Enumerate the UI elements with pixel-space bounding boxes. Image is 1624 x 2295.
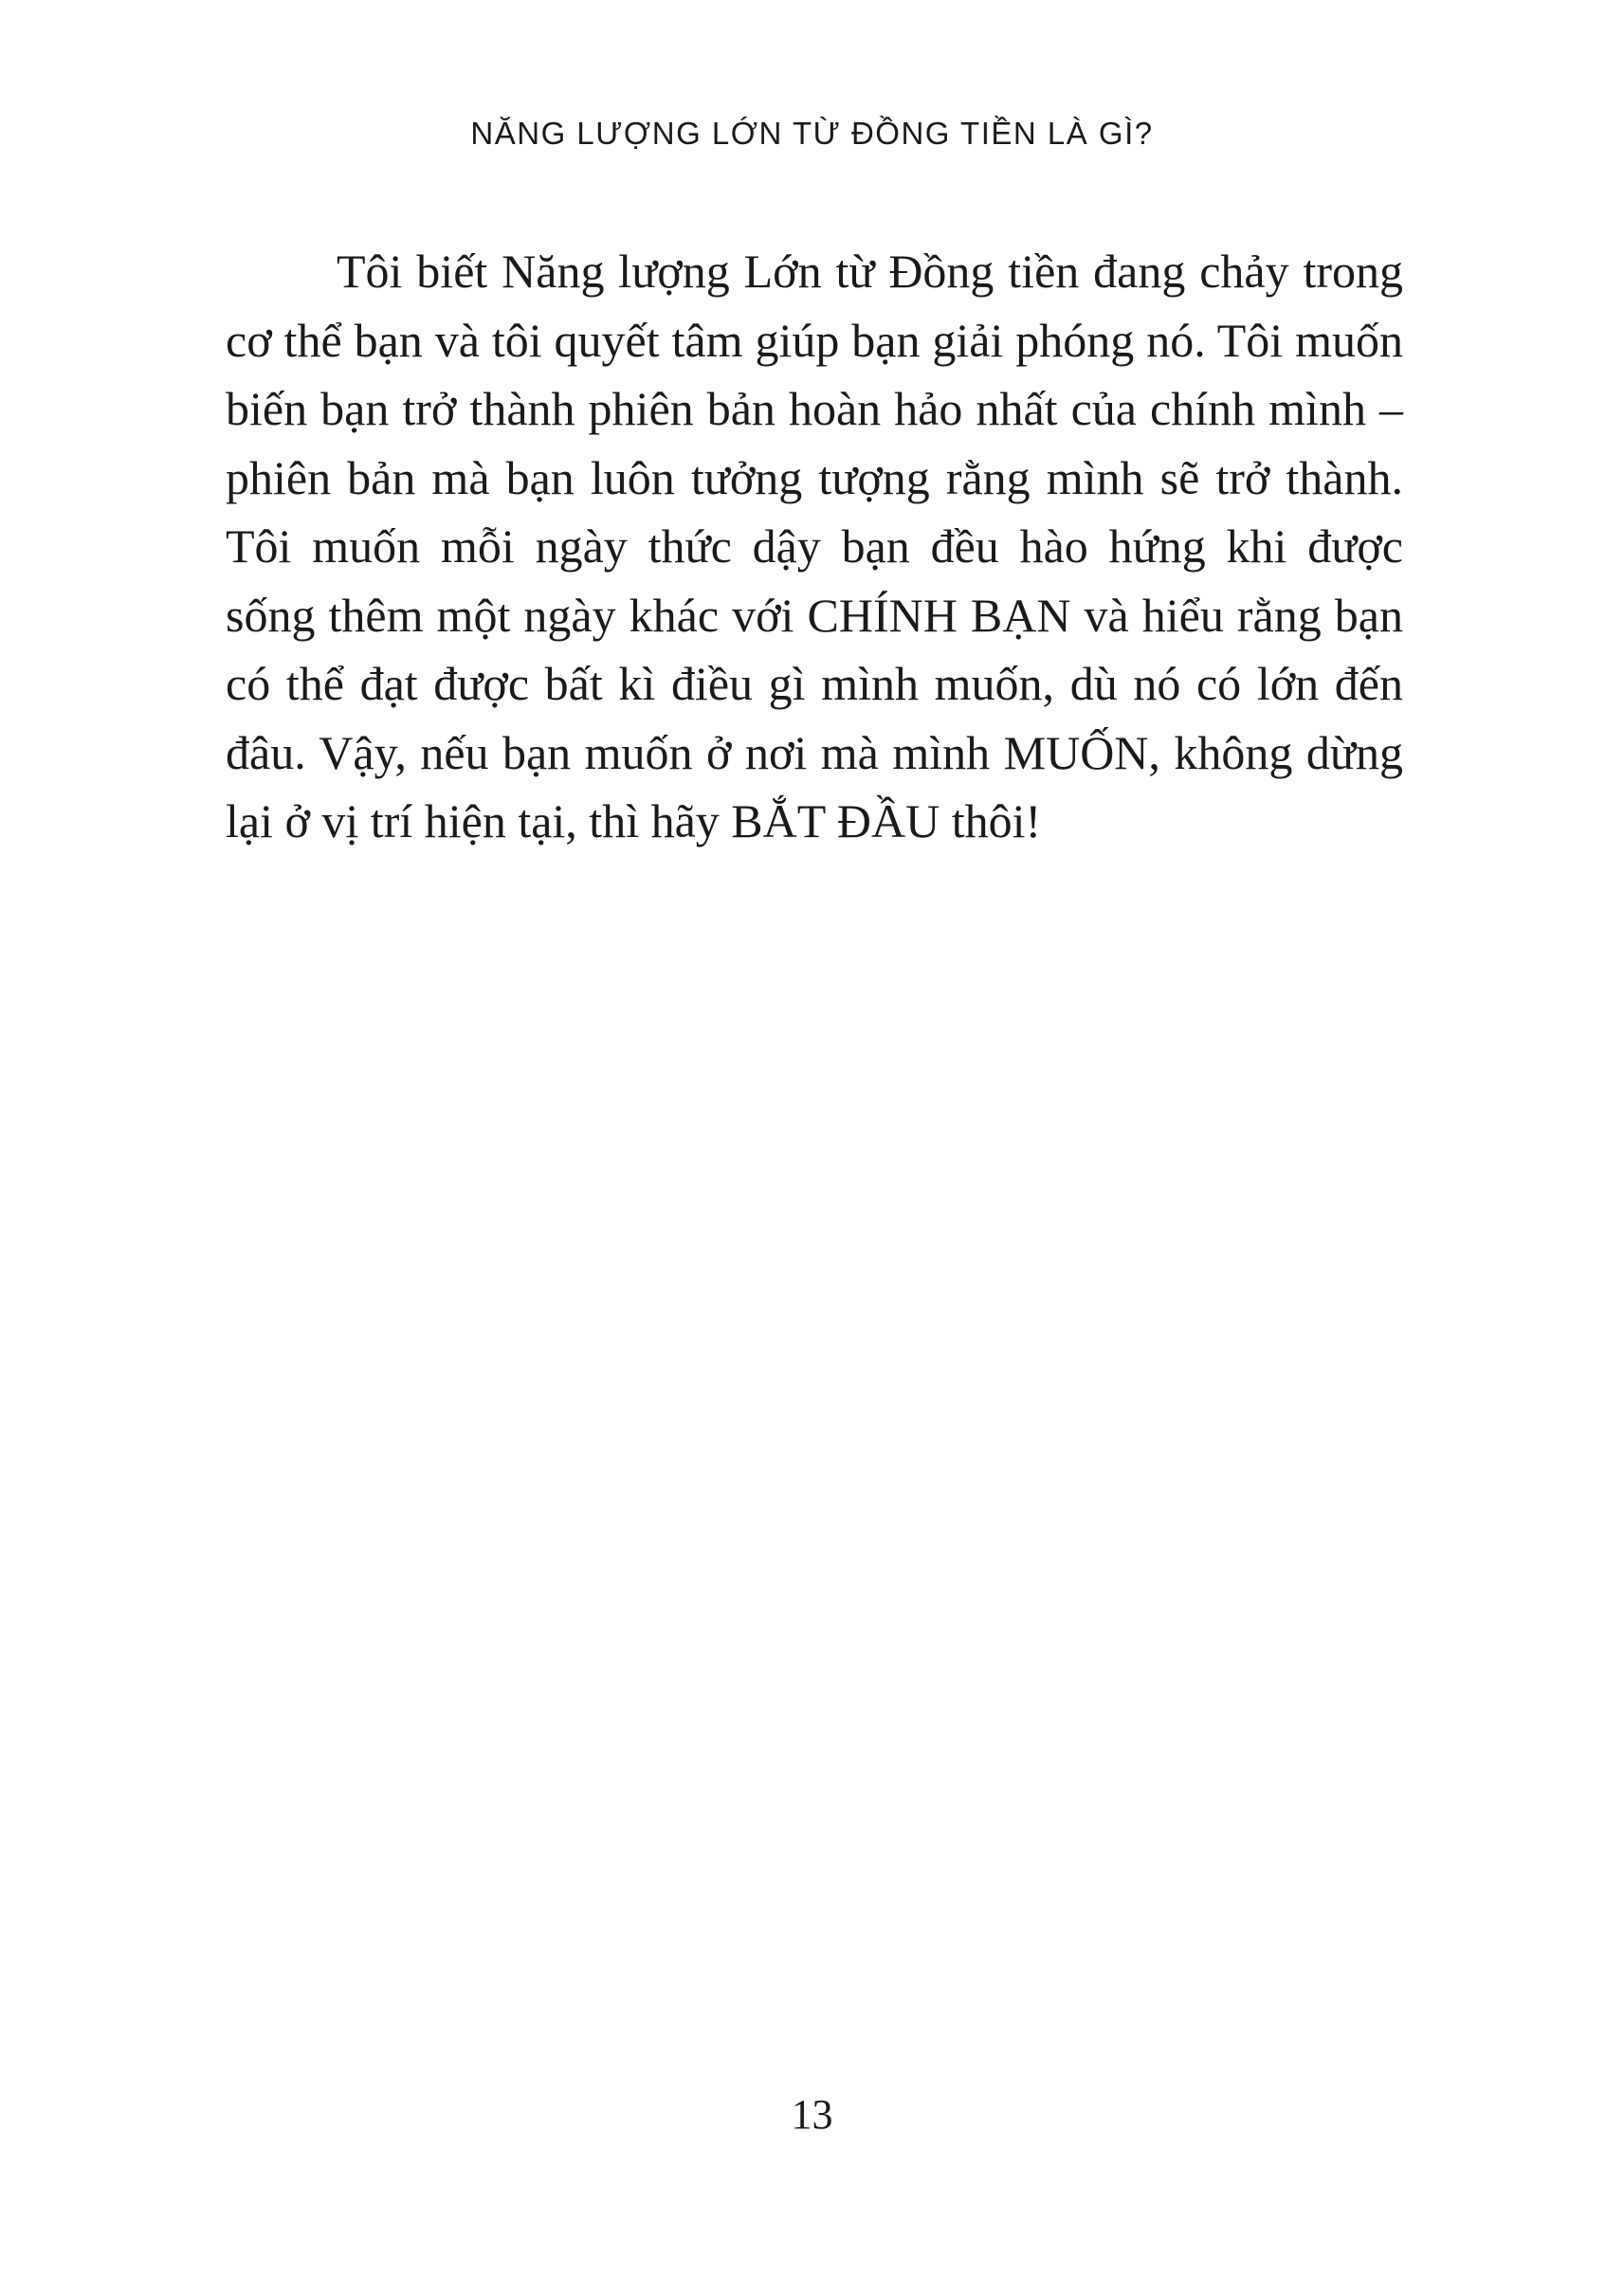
body-paragraph: Tôi biết Năng lượng Lớn từ Đồng tiền đang chảy trong cơ thể bạn và tôi quyết tâm giúp bạn giải phóng nó. Tôi muốn biến bạn trở thành phiên bản hoàn hảo nhất của chính mình – phiên bản mà bạn luôn tưởng tượng rằng mình sẽ trở thành. Tôi muốn mỗi ngày thức dậy bạn đều hào hứng khi được sống thêm một ngày khác với CHÍNH BẠN và hiểu rằng bạn có thể đạt được bất kì điều gì mình muốn, dù nó có lớn đến đâu. Vậy, nếu bạn muốn ở nơi mà mình MUỐN, không dừng lại ở vị trí hiện tại, thì hãy BẮT ĐẦU thôi! [226,245,1403,847]
running-header: NĂNG LƯỢNG LỚN TỪ ĐỒNG TIỀN LÀ GÌ? [470,116,1154,151]
page-number: 13 [791,2091,833,2138]
